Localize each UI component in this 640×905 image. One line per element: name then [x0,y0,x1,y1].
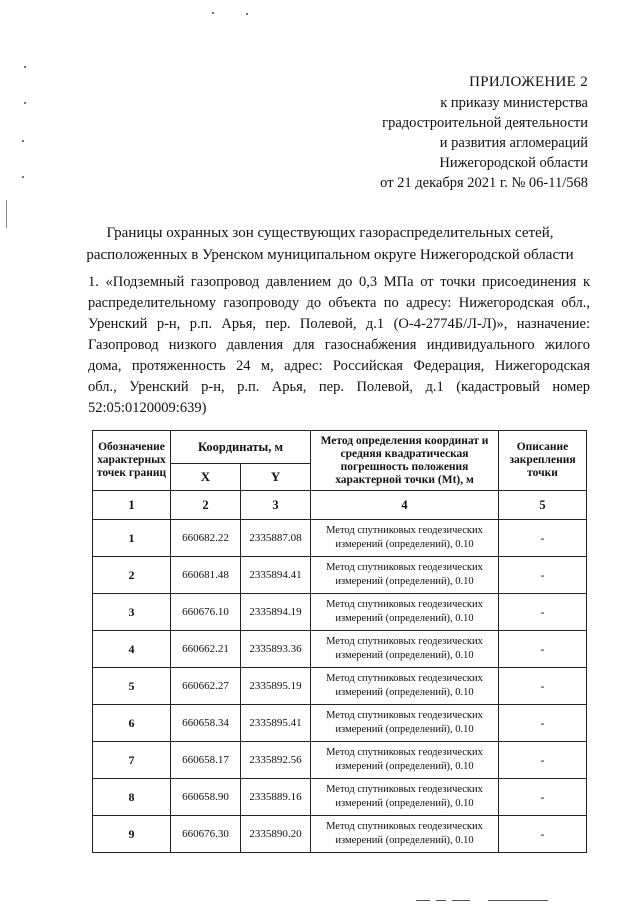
coord-x: 660662.21 [171,631,241,668]
annex-line: Нижегородской области [439,155,588,171]
document-title [60,222,600,266]
paragraph-line: Уренский р-н, р.п. Арья, пер. Полевой, д.1 (О-4-2774Б/Л-Л)», назначение: [88,316,590,332]
point-id: 5 [93,668,171,705]
scan-footer-mark [488,900,548,901]
annex-line: градостроительной деятельности [382,115,588,131]
table-row [93,816,587,853]
coord-y: 2335892.56 [241,742,311,779]
paragraph-line: обл., Уренский р-н, р.п. Арья, пер. Полевой, д.1 (кадастровый номер [88,379,590,395]
coord-y: 2335894.19 [241,594,311,631]
method-cell: Метод спутниковых геодезических измерений (определений), 0.10 [311,668,499,705]
point-id: 7 [93,742,171,779]
header-point: Обозначение характерных точек границ [93,431,171,491]
table-row [93,520,587,557]
description-cell: - [499,779,587,816]
coord-x: 660658.17 [171,742,241,779]
description-cell: - [499,631,587,668]
description-cell: - [499,668,587,705]
description-cell: - [499,557,587,594]
scan-footer-mark [452,900,470,901]
method-cell: Метод спутниковых геодезических измерений (определений), 0.10 [311,816,499,853]
column-number: 3 [241,491,311,520]
scan-dot [22,140,24,142]
header-x: X [171,464,241,491]
description-cell: - [499,594,587,631]
scan-dot [22,176,24,178]
description-cell: - [499,742,587,779]
coord-x: 660658.34 [171,705,241,742]
scan-dot [24,66,26,68]
scan-footer-mark [416,900,430,901]
column-number: 2 [171,491,241,520]
annex-header [258,72,588,193]
point-id: 4 [93,631,171,668]
point-id: 2 [93,557,171,594]
coord-x: 660682.22 [171,520,241,557]
description-cell: - [499,816,587,853]
coordinates-table [92,430,587,853]
header-coordinates: Координаты, м [171,431,311,464]
title-line: расположенных в Уренском муниципальном округе Нижегородской области [86,247,574,263]
point-id: 6 [93,705,171,742]
table-row [93,594,587,631]
paragraph-line: дома, протяженность 24 м, адрес: Российская Федерация, Нижегородская [88,358,590,374]
method-cell: Метод спутниковых геодезических измерений (определений), 0.10 [311,631,499,668]
point-id: 1 [93,520,171,557]
header-method: Метод определения координат и средняя квадратическая погрешность положения характерной точки (Mt), м [311,431,499,491]
coord-y: 2335895.41 [241,705,311,742]
column-numbers-row [93,491,587,520]
annex-line: и развития агломераций [439,135,588,151]
coord-x: 660676.30 [171,816,241,853]
point-id: 3 [93,594,171,631]
description-cell: - [499,520,587,557]
table-row [93,557,587,594]
method-cell: Метод спутниковых геодезических измерений (определений), 0.10 [311,742,499,779]
method-cell: Метод спутниковых геодезических измерений (определений), 0.10 [311,779,499,816]
method-cell: Метод спутниковых геодезических измерений (определений), 0.10 [311,520,499,557]
header-description: Описание закрепления точки [499,431,587,491]
object-description [88,272,590,419]
paragraph-line: распределительному газопроводу до объекта по адресу: Нижегородская обл., [88,295,590,311]
method-cell: Метод спутниковых геодезических измерений (определений), 0.10 [311,557,499,594]
scan-footer-mark [436,900,446,901]
paragraph-line: 1. «Подземный газопровод давлением до 0,3 МПа от точки присоединения к [88,274,590,290]
scan-dot [24,102,26,104]
coord-y: 2335890.20 [241,816,311,853]
method-cell: Метод спутниковых геодезических измерений (определений), 0.10 [311,594,499,631]
method-cell: Метод спутниковых геодезических измерений (определений), 0.10 [311,705,499,742]
scan-footer-marks [416,900,556,901]
column-number: 1 [93,491,171,520]
coord-y: 2335887.08 [241,520,311,557]
coord-y: 2335889.16 [241,779,311,816]
coord-y: 2335893.36 [241,631,311,668]
table-row [93,668,587,705]
scan-dot [246,13,248,15]
coord-y: 2335894.41 [241,557,311,594]
table-row [93,631,587,668]
scan-margin-line [6,200,7,228]
table-row [93,742,587,779]
annex-line: к приказу министерства [440,95,588,111]
annex-number: ПРИЛОЖЕНИЕ 2 [469,74,588,90]
annex-date-line: от 21 декабря 2021 г. № 06-11/568 [380,175,588,191]
column-number: 5 [499,491,587,520]
paragraph-line: Газопровод низкого давления для газоснабжения индивидуального жилого [88,337,590,353]
column-number: 4 [311,491,499,520]
coord-x: 660676.10 [171,594,241,631]
point-id: 9 [93,816,171,853]
coord-x: 660681.48 [171,557,241,594]
title-line: Границы охранных зон существующих газораспределительных сетей, [106,225,554,241]
coord-x: 660658.90 [171,779,241,816]
table-row [93,779,587,816]
header-y: Y [241,464,311,491]
description-cell: - [499,705,587,742]
scan-dot [212,12,214,14]
point-id: 8 [93,779,171,816]
coord-x: 660662.27 [171,668,241,705]
coord-y: 2335895.19 [241,668,311,705]
table-row [93,705,587,742]
paragraph-line: 52:05:0120009:639) [88,400,207,416]
